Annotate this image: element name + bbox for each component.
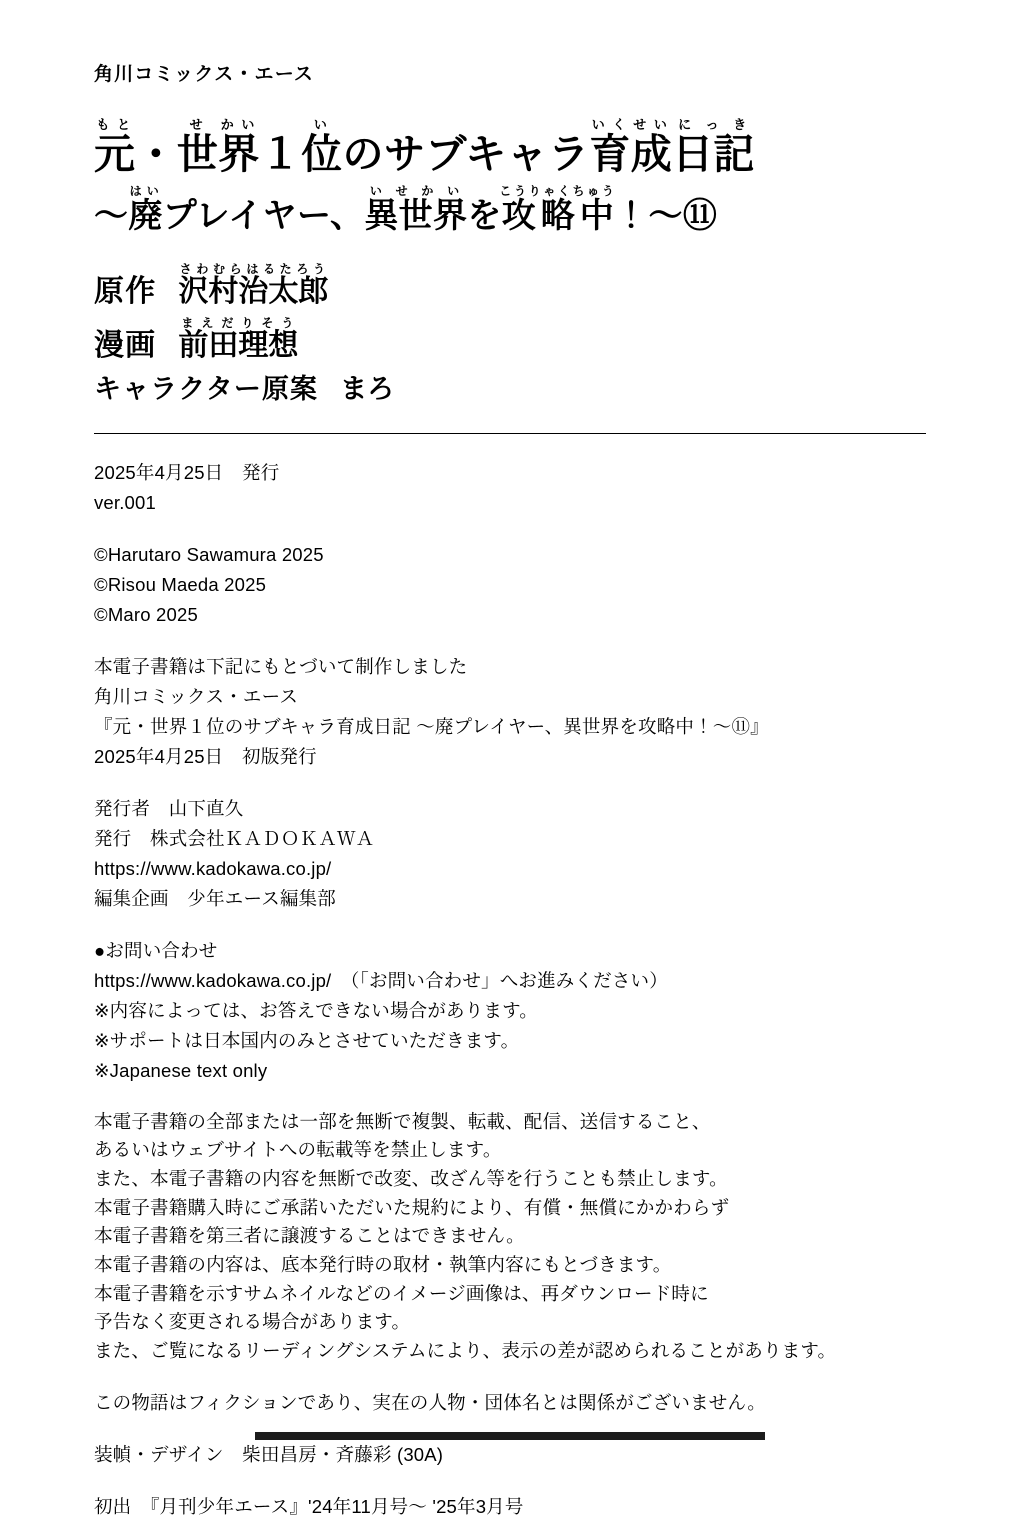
publisher-url[interactable]: https://www.kadokawa.co.jp/ — [94, 857, 332, 879]
footer-band — [255, 1432, 765, 1440]
terms-line: また、ご覧になるリーディングシステムにより、表示の差が認められることがあります。 — [94, 1339, 837, 1361]
publication-date: 2025年4月25日 発行 — [94, 462, 280, 484]
fiction-disclaimer: この物語はフィクションであり、実在の人物・団体名とは関係がございません。 — [94, 1391, 766, 1413]
source-note-line: 『元・世界１位のサブキャラ育成日記 ～廃プレイヤー、異世界を攻略中！～⑪』 — [94, 715, 769, 737]
credit-row — [94, 316, 926, 370]
contact-block — [94, 936, 926, 1086]
credit-row — [94, 262, 926, 316]
publisher-editor-line: 発行者 山下直久 — [94, 797, 244, 819]
copyright-line: ©Harutaro Sawamura 2025 — [94, 544, 324, 566]
design-credit: 装幀・デザイン 柴田昌房・斉藤彩 (30A) — [94, 1443, 444, 1465]
contact-note: ※サポートは日本国内のみとさせていただきます。 — [94, 1029, 520, 1051]
credits-block — [94, 262, 926, 411]
credit-name-chardesign: まろ — [340, 374, 395, 405]
terms-block — [94, 1108, 926, 1366]
credit-name-author: 沢村治太郎さわむらはるたろう — [178, 262, 329, 309]
terms-line: 本電子書籍購入時にご承諾いただいた規約により、有償・無償にかかわらず — [94, 1196, 730, 1218]
credit-role: 原作 — [94, 275, 157, 309]
subtitle-ruby-hai: 廃はい — [128, 184, 163, 236]
credit-role: 漫画 — [94, 328, 157, 362]
title-ruby-se: 世せ — [176, 116, 219, 177]
credit-row — [94, 369, 926, 411]
colophon-body — [94, 458, 926, 1521]
version-label: ver.001 — [94, 492, 156, 514]
terms-line: 本電子書籍の内容は、底本発行時の取材・執筆内容にもとづきます。 — [94, 1253, 672, 1275]
source-note-line: 本電子書籍は下記にもとづいて制作しました — [94, 655, 468, 677]
subtitle-ruby-kouryaku: 攻略中こうりゃくちゅう — [499, 184, 617, 236]
credit-role: キャラクター原案 — [94, 374, 319, 405]
divider — [94, 433, 926, 434]
fiction-disclaimer-block — [94, 1388, 926, 1418]
publisher-company-line: 発行 株式会社ＫＡＤＯＫＡＷＡ — [94, 827, 375, 849]
first-publication: 初出 『月刊少年エース』'24年11月号～ '25年3月号 — [94, 1495, 524, 1517]
source-note-block — [94, 652, 926, 772]
terms-line: 本電子書籍を示すサムネイルなどのイメージ画像は、再ダウンロード時に — [94, 1282, 709, 1304]
contact-note: ※Japanese text only — [94, 1059, 268, 1081]
credit-name-artist: 前田理想まえだりそう — [178, 315, 299, 362]
source-note-line: 2025年4月25日 初版発行 — [94, 745, 317, 767]
copyright-line: ©Maro 2025 — [94, 604, 198, 625]
title-block — [94, 117, 926, 236]
title-ruby-kai: 界かい — [218, 116, 260, 177]
source-note-line: 角川コミックス・エース — [94, 685, 299, 707]
title-ruby-ikusei: 育成いくせい — [589, 116, 673, 177]
publisher-editorial-line: 編集企画 少年エース編集部 — [94, 887, 336, 909]
terms-line: 本電子書籍を第三者に譲渡することはできません。 — [94, 1225, 525, 1247]
title-ruby-i: 位い — [301, 116, 343, 177]
book-title-sub: ～廃はいプレイヤー、異世界いせかいを攻略中こうりゃくちゅう！～⑪ — [94, 184, 718, 236]
title-ruby-moto: 元もと — [94, 116, 136, 177]
publisher-block — [94, 794, 926, 914]
copyright-line: ©Risou Maeda 2025 — [94, 574, 267, 596]
copyright-block — [94, 540, 926, 630]
terms-line: 本電子書籍の全部または一部を無断で複製、転載、配信、送信すること、 — [94, 1110, 711, 1132]
terms-line: また、本電子書籍の内容を無断で改変、改ざん等を行うことも禁止します。 — [94, 1167, 728, 1189]
subtitle-ruby-isekai: 異世界いせかい — [364, 184, 468, 236]
imprint-label: 角川コミックス・エース — [94, 64, 315, 85]
first-publication-block — [94, 1492, 926, 1522]
terms-line: 予告なく変更される場合があります。 — [94, 1311, 411, 1333]
book-title-main: 元もと・世せ界かい１位いのサブキャラ育成いくせい日記にっき — [94, 116, 756, 177]
title-ruby-nikki: 日記にっき — [672, 116, 756, 177]
contact-note: ※内容によっては、お答えできない場合があります。 — [94, 999, 538, 1021]
volume-number: ⑪ — [682, 197, 718, 236]
design-credit-block — [94, 1440, 926, 1470]
contact-heading: ●お問い合わせ — [94, 939, 218, 961]
contact-url-line[interactable]: https://www.kadokawa.co.jp/ （「お問い合わせ」へお進みください） — [94, 969, 668, 991]
publication-date-block — [94, 458, 926, 518]
page-content — [94, 0, 926, 1522]
terms-line: あるいはウェブサイトへの転載等を禁止します。 — [94, 1139, 502, 1161]
